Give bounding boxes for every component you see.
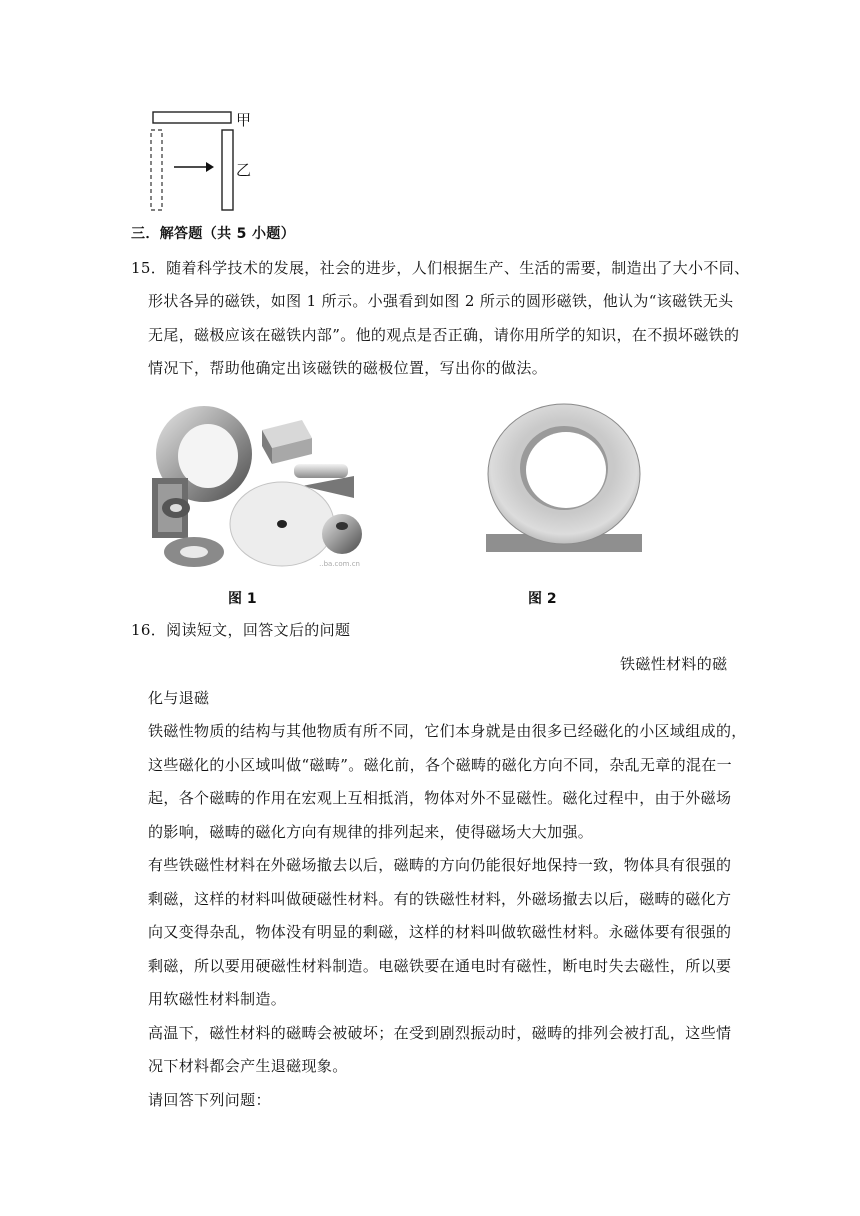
figure-1-magnets-photo bbox=[152, 402, 362, 572]
q16-line-9: 用软磁性材料制造。 bbox=[148, 990, 287, 1008]
label-yi: 乙 bbox=[236, 161, 252, 179]
q15-line-1: 15．随着科学技术的发展，社会的进步，人们根据生产、生活的需要，制造出了大小不同、 bbox=[131, 259, 750, 277]
q16-article-title-2: 化与退磁 bbox=[148, 689, 210, 707]
arrow-head bbox=[206, 162, 214, 172]
figure-2-label: 图 2 bbox=[528, 591, 557, 607]
q16-line-2: 这些磁化的小区域叫做“磁畴”。磁化前，各个磁畴的磁化方向不同，杂乱无章的混在一 bbox=[148, 756, 732, 774]
q15-line-4: 情况下，帮助他确定出该磁铁的磁极位置，写出你的做法。 bbox=[148, 359, 548, 377]
figure-1-label: 图 1 bbox=[228, 591, 257, 607]
q16-line-10: 高温下，磁性材料的磁畴会被破坏；在受到剧烈振动时，磁畴的排列会被打乱，这些情 bbox=[148, 1024, 732, 1042]
q16-line-7: 向又变得杂乱，物体没有明显的剩磁，这样的材料叫做软磁性材料。永磁体要有很强的 bbox=[148, 923, 732, 941]
magnet-diagram bbox=[140, 104, 270, 216]
q16-intro: 16．阅读短文，回答文后的问题 bbox=[131, 621, 351, 639]
q15-line-3: 无尾，磁极应该在磁铁内部”。他的观点是否正确，请你用所学的知识，在不损坏磁铁的 bbox=[148, 326, 740, 344]
q16-line-1: 铁磁性物质的结构与其他物质有所不同，它们本身就是由很多已经磁化的小区域组成的， bbox=[148, 722, 747, 740]
q16-article-title-1: 铁磁性材料的磁 bbox=[620, 655, 728, 673]
figure-1-watermark: ..ba.com.cn bbox=[319, 560, 360, 568]
q16-line-8: 剩磁，所以要用硬磁性材料制造。电磁铁要在通电时有磁性，断电时失去磁性，所以要 bbox=[148, 957, 732, 975]
figure-2-ring-magnet bbox=[486, 402, 642, 552]
section-title: 三．解答题（共 5 小题） bbox=[131, 226, 296, 242]
q16-line-12: 请回答下列问题： bbox=[148, 1091, 271, 1109]
bar-dashed bbox=[151, 130, 162, 210]
q16-line-5: 有些铁磁性材料在外磁场撤去以后，磁畴的方向仍能很好地保持一致，物体具有很强的 bbox=[148, 856, 732, 874]
q16-line-4: 的影响，磁畴的磁化方向有规律的排列起来，使得磁场大大加强。 bbox=[148, 823, 594, 841]
label-jia: 甲 bbox=[236, 111, 252, 129]
q16-line-6: 剩磁，这样的材料叫做硬磁性材料。有的铁磁性材料，外磁场撤去以后，磁畴的磁化方 bbox=[148, 890, 732, 908]
q16-line-3: 起，各个磁畴的作用在宏观上互相抵消，物体对外不显磁性。磁化过程中，由于外磁场 bbox=[148, 789, 732, 807]
bar-yi bbox=[222, 130, 233, 210]
q15-line-2: 形状各异的磁铁，如图 1 所示。小强看到如图 2 所示的圆形磁铁，他认为“该磁铁无头 bbox=[148, 292, 734, 310]
bar-jia bbox=[153, 112, 231, 123]
q16-line-11: 况下材料都会产生退磁现象。 bbox=[148, 1057, 348, 1075]
